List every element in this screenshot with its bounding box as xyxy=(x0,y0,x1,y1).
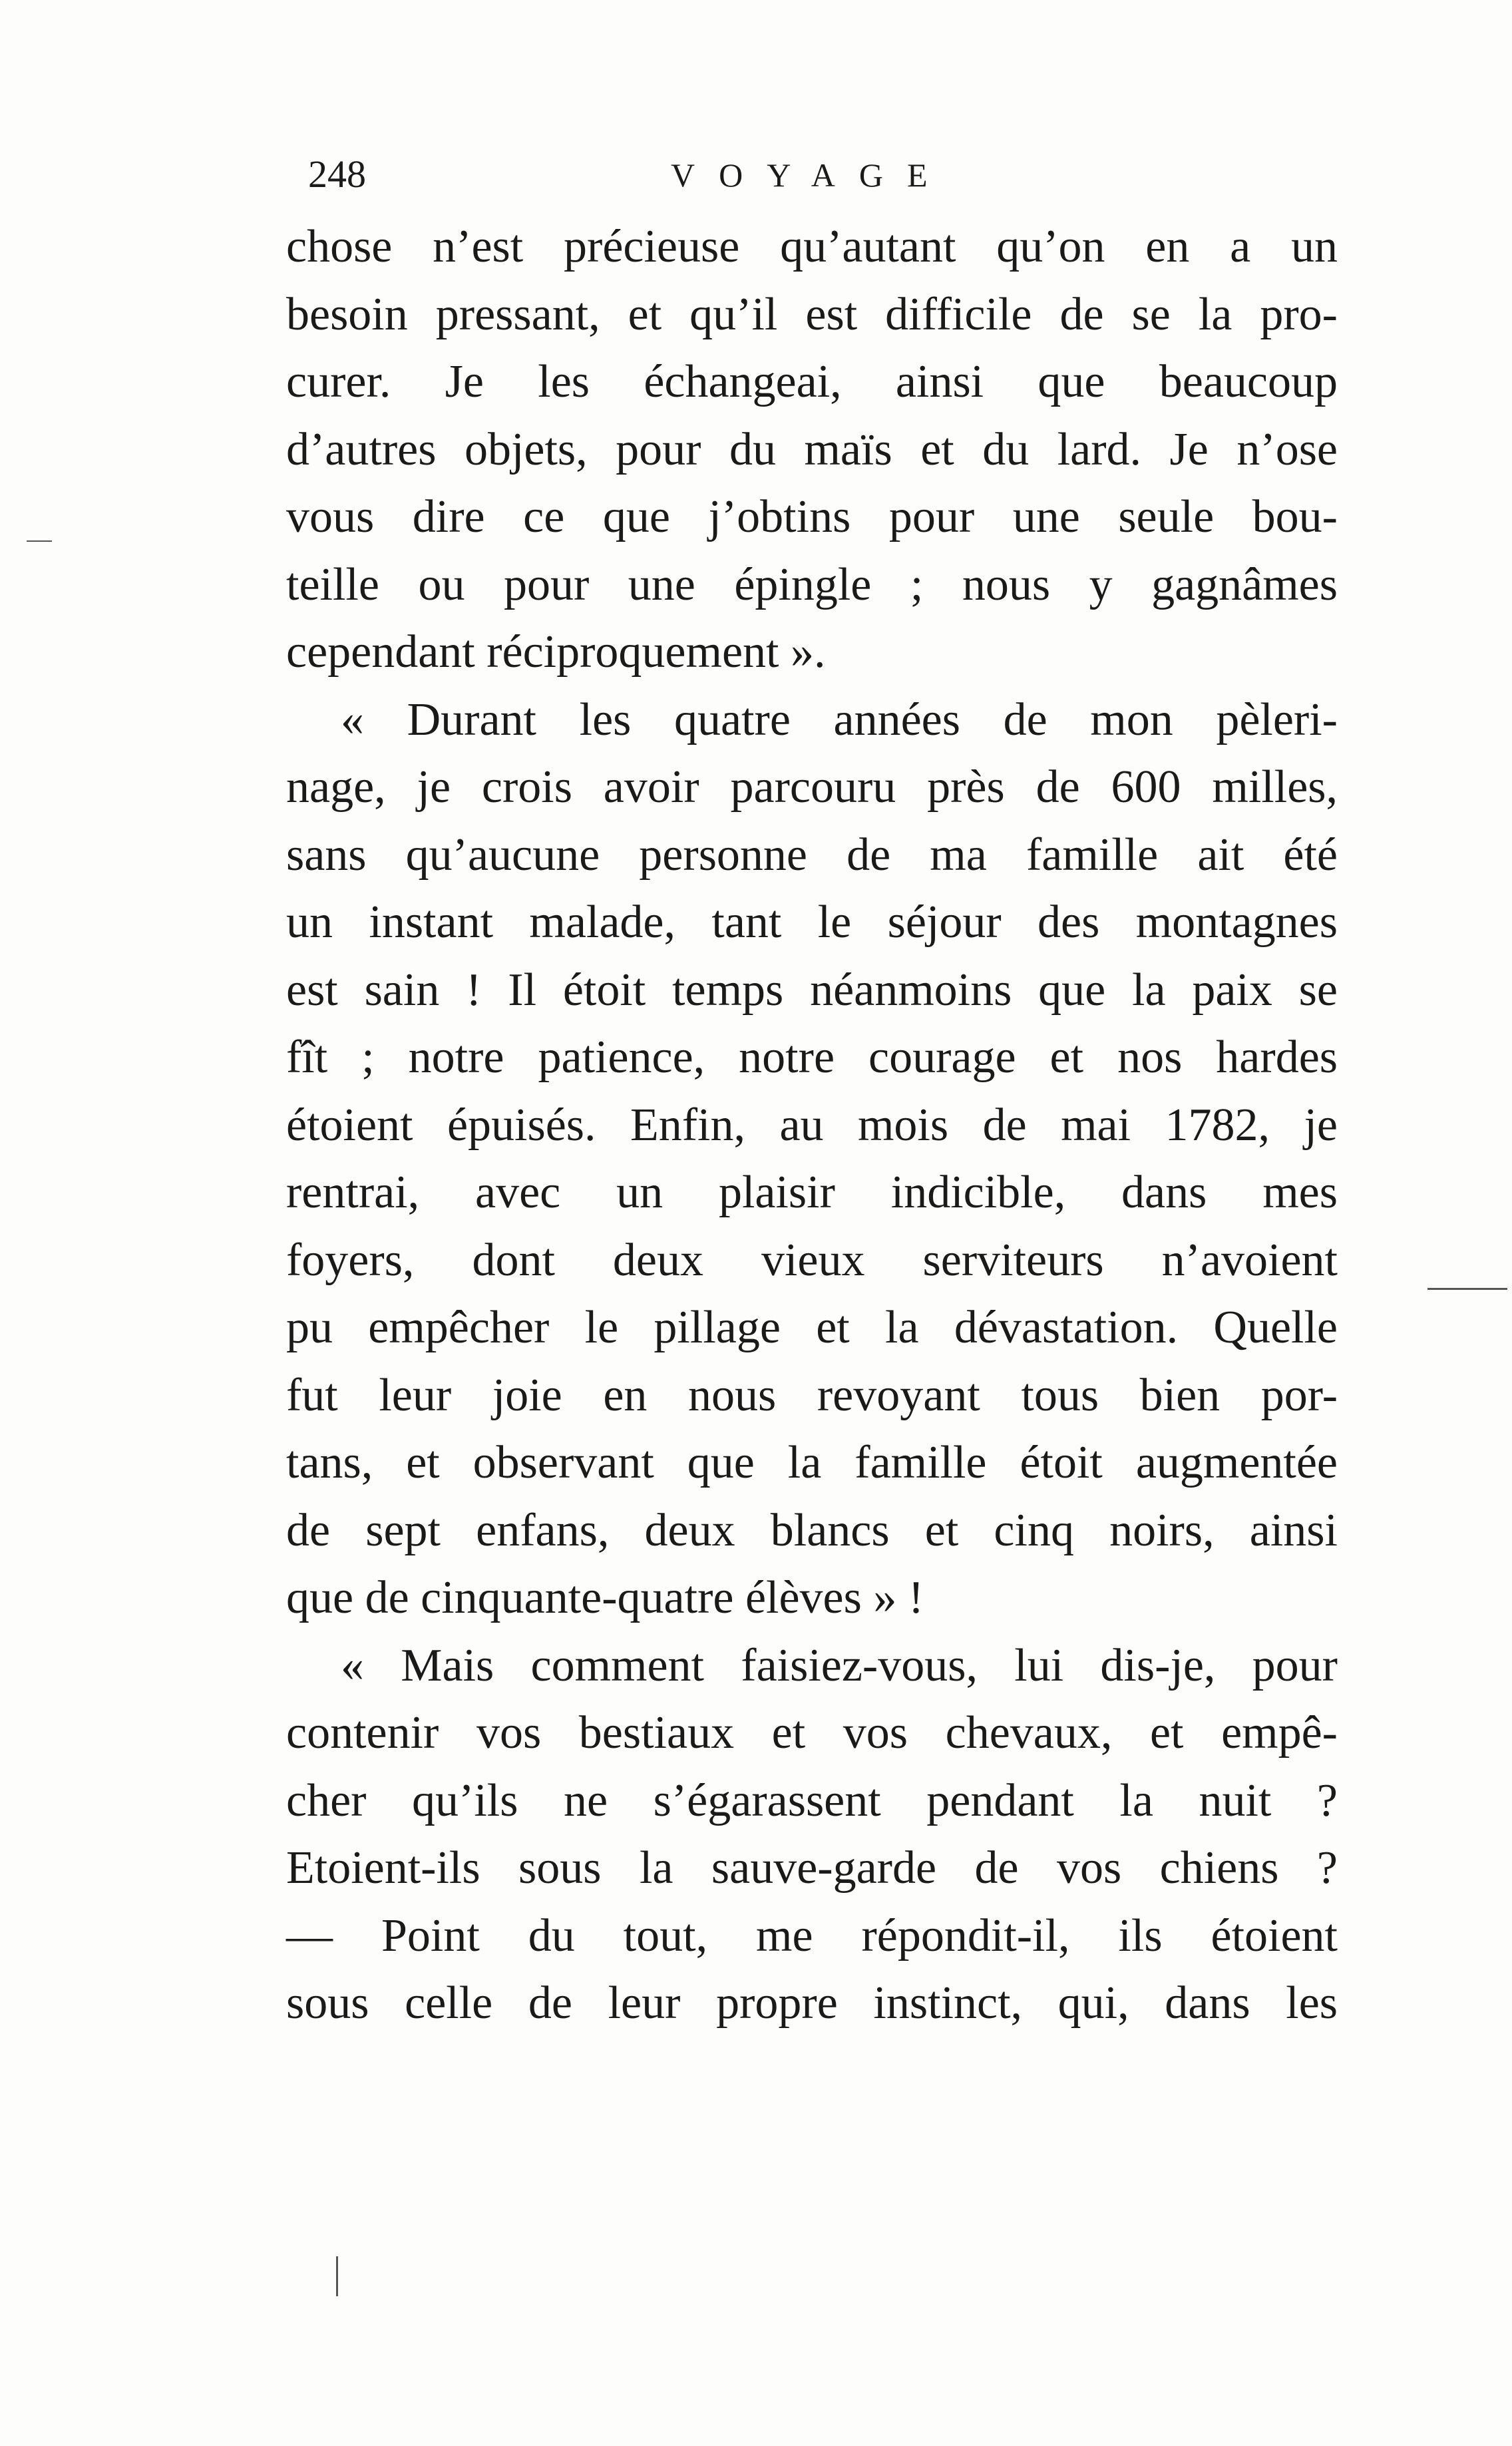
text-line: « Mais comment faisiez-vous, lui dis-je, pour xyxy=(341,1639,1338,1691)
text-line: que de cinquante-quatre élèves » ! xyxy=(286,1572,924,1623)
scan-mark xyxy=(1427,1288,1507,1290)
text-line: rentrai, avec un plaisir indicible, dans mes xyxy=(286,1167,1338,1218)
text-line: vous dire ce que j’obtins pour une seule bou- xyxy=(286,491,1338,542)
page-number: 248 xyxy=(308,152,366,196)
text-line: Etoient-ils sous la sauve-garde de vos chiens ? xyxy=(286,1842,1338,1894)
text-line: curer. Je les échangeai, ainsi que beaucoup xyxy=(286,356,1338,407)
text-line: étoient épuisés. Enfin, au mois de mai 1782, je xyxy=(286,1099,1338,1151)
text-line: foyers, dont deux vieux serviteurs n’avoient xyxy=(286,1234,1338,1286)
text-line: — Point du tout, me répondit-il, ils étoient xyxy=(286,1910,1338,1961)
text-line: teille ou pour une épingle ; nous y gagnâmes xyxy=(286,558,1338,610)
text-line: tans, et observant que la famille étoit augmentée xyxy=(286,1437,1338,1488)
scan-mark xyxy=(336,2256,338,2296)
text-line: « Durant les quatre années de mon pèleri- xyxy=(341,694,1338,745)
text-line: d’autres objets, pour du maïs et du lard. Je n’ose xyxy=(286,423,1338,475)
text-line: de sept enfans, deux blancs et cinq noirs, ainsi xyxy=(286,1504,1338,1556)
text-line: cher qu’ils ne s’égarassent pendant la nuit ? xyxy=(286,1774,1338,1826)
running-title: VOYAGE xyxy=(671,156,952,194)
text-line: fît ; notre patience, notre courage et nos hardes xyxy=(286,1032,1338,1083)
text-line: fut leur joie en nous revoyant tous bien por- xyxy=(286,1369,1338,1421)
text-line: nage, je crois avoir parcouru près de 600 milles, xyxy=(286,761,1338,813)
body-text xyxy=(286,213,1338,2037)
text-line: chose n’est précieuse qu’autant qu’on en a un xyxy=(286,221,1338,272)
text-line: besoin pressant, et qu’il est difficile de se la pro- xyxy=(286,288,1338,340)
text-line: un instant malade, tant le séjour des montagnes xyxy=(286,897,1338,948)
text-line: contenir vos bestiaux et vos chevaux, et empê- xyxy=(286,1707,1338,1758)
text-line: sans qu’aucune personne de ma famille ait été xyxy=(286,829,1338,881)
scan-mark xyxy=(27,540,52,542)
text-line: est sain ! Il étoit temps néanmoins que la paix se xyxy=(286,964,1338,1016)
text-line: pu empêcher le pillage et la dévastation. Quelle xyxy=(286,1302,1338,1353)
text-line: cependant réciproquement ». xyxy=(286,626,826,678)
page-header xyxy=(308,152,1320,205)
text-line: sous celle de leur propre instinct, qui, dans les xyxy=(286,1977,1338,2029)
